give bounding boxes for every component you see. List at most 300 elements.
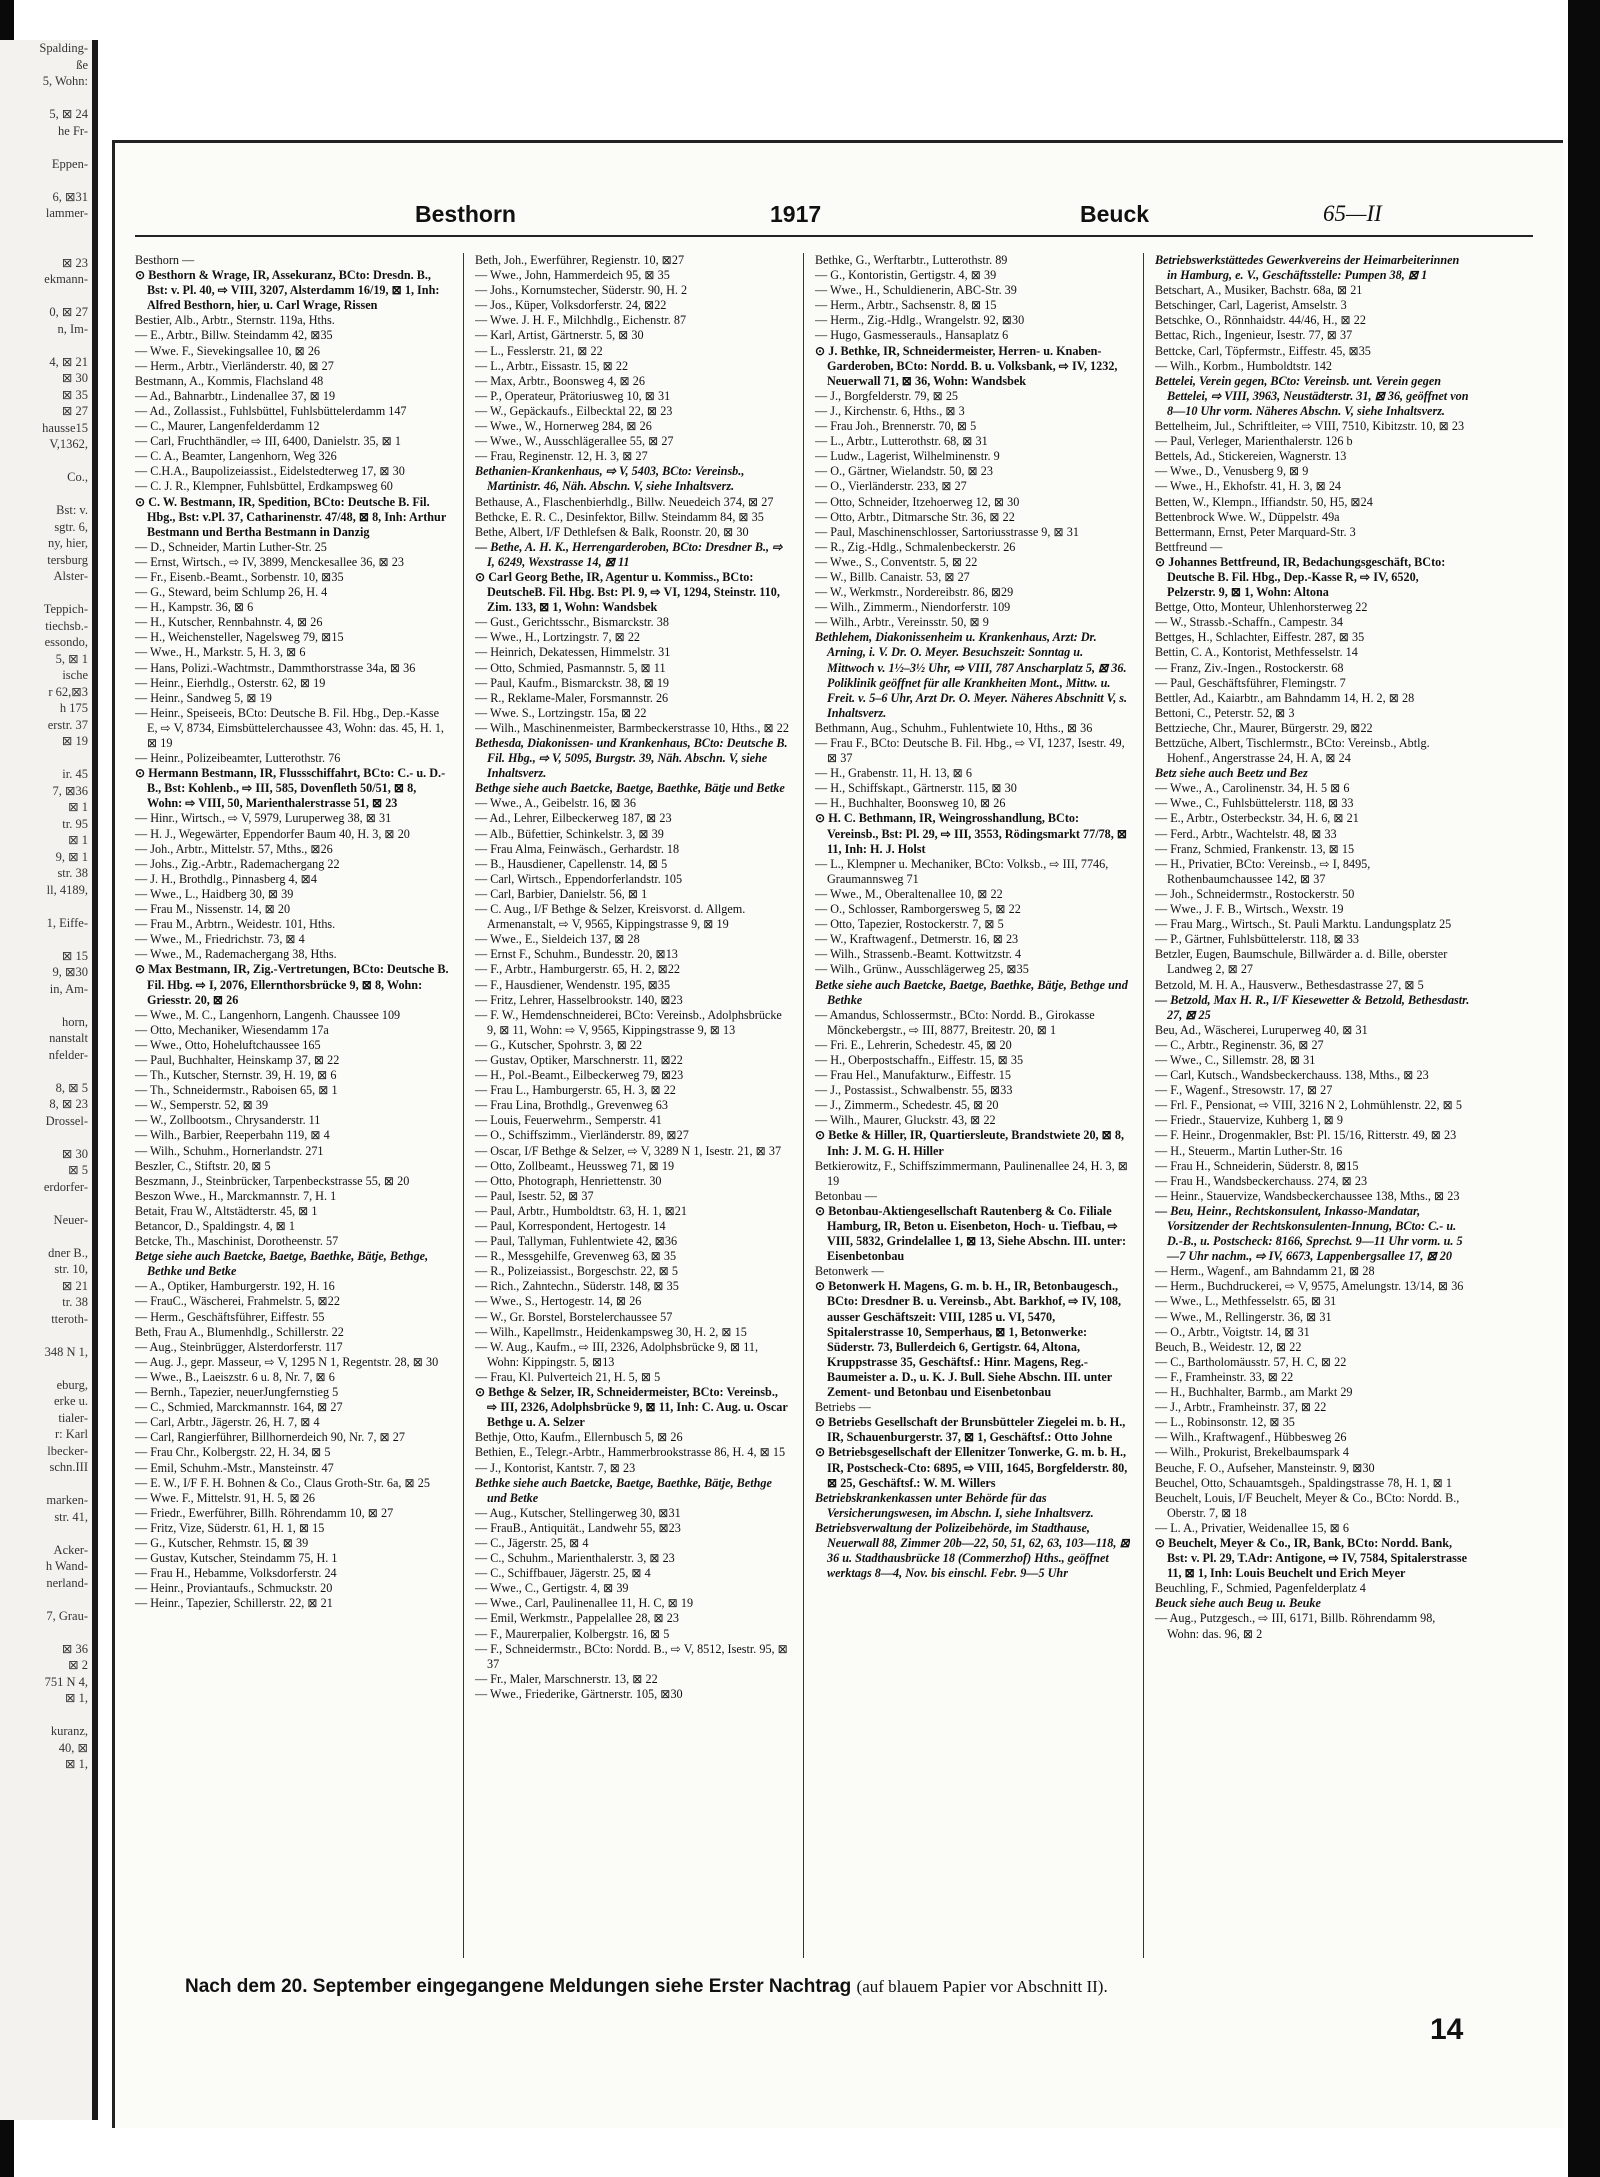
directory-entry: — C., Schuhm., Marienthalerstr. 3, ⊠ 23 bbox=[475, 1551, 675, 1566]
directory-entry: — B., Hausdiener, Capellenstr. 14, ⊠ 5 bbox=[475, 856, 668, 871]
directory-entry: — F., Arbtr., Hamburgerstr. 65, H. 2, ⊠22 bbox=[475, 962, 681, 977]
adjacent-page-fragment bbox=[0, 172, 92, 189]
adjacent-page-fragment: 9, ⊠30 bbox=[52, 965, 88, 979]
directory-entry: Bethanien-Krankenhaus, ⇨ V, 5403, BCto: Vereinsb., Martinistr. 46, Näh. Abschn. V, siehe Inhaltsverz. bbox=[475, 464, 745, 494]
directory-entry: — H., Buchhalter, Barmb., am Markt 29 bbox=[1155, 1385, 1353, 1400]
adjacent-page-fragment: hausse15 bbox=[42, 420, 88, 435]
footer-notice-text: Nach dem 20. September eingegangene Meldungen siehe Erster Nachtrag bbox=[185, 1976, 852, 1997]
adjacent-page-fragment bbox=[0, 453, 92, 470]
directory-entry: — Carl, Rangierführer, Billhornerdeich 90, Nr. 7, ⊠ 27 bbox=[135, 1430, 405, 1445]
directory-entry: — Ad., Zollassist., Fuhlsbüttel, Fuhlsbüttelerdamm 147 bbox=[135, 403, 407, 418]
adjacent-page-fragment bbox=[0, 222, 92, 239]
directory-entry: Betge siehe auch Baetcke, Baetge, Baethke, Bätje, Bethge, Bethke und Betke bbox=[135, 1249, 429, 1279]
adjacent-page-fragment: ir. 45 bbox=[62, 767, 88, 781]
directory-entry: Bethcke, E. R. C., Desinfektor, Billw. Steindamm 84, ⊠ 35 bbox=[475, 509, 764, 524]
directory-entry: — Johs., Kornumstecher, Süderstr. 90, H. 2 bbox=[475, 283, 688, 298]
directory-entry: Bethge siehe auch Baetcke, Baetge, Baethke, Bätje und Betke bbox=[475, 781, 785, 796]
directory-entry: — Frau L., Hamburgerstr. 65, H. 3, ⊠ 22 bbox=[475, 1083, 676, 1098]
directory-entry: — R., Reklame-Maler, Forsmannstr. 26 bbox=[475, 690, 669, 705]
adjacent-page-fragment: Teppich- bbox=[43, 602, 88, 616]
adjacent-page-fragment: kuranz, bbox=[50, 1724, 88, 1738]
directory-entry: — Frau, Reginenstr. 12, H. 3, ⊠ 27 bbox=[475, 449, 648, 464]
directory-entry: — J., Kirchenstr. 6, Hths., ⊠ 3 bbox=[815, 403, 965, 418]
adjacent-page-fragment: ⊠ 1 bbox=[68, 800, 88, 814]
adjacent-page-fragment: tiechsb.- bbox=[45, 618, 88, 633]
directory-entry: Betonbau — bbox=[815, 1188, 877, 1203]
directory-entry: — J., Zimmerm., Schedestr. 45, ⊠ 20 bbox=[815, 1098, 999, 1113]
directory-entry: — Heinr., Tapezier, Schillerstr. 22, ⊠ 21 bbox=[135, 1596, 333, 1611]
header-year: 1917 bbox=[770, 201, 822, 227]
directory-entry: — Bethe, A. H. K., Herrengarderoben, BCto: Dresdner B., ⇨ I, 6249, Wexstrasse 14, ⊠ 11 bbox=[475, 539, 783, 569]
column-2 bbox=[475, 253, 790, 1958]
directory-entry: — Beu, Heinr., Rechtskonsulent, Inkasso-Mandatar, Vorsitzender der Rechtskonsulenten-Innung, BCto: C.- u. D.-B., u. Postscheck: 8166, Sprechst. 9—11 Uhr vorm. u. 5—7 Uhr nachm., ⇨ IV, 6673, Lappenbergsallee 17, ⊠ 20 bbox=[1155, 1203, 1463, 1264]
adjacent-page-fragment: Eppen- bbox=[51, 156, 88, 171]
directory-entry: Betten, W., Klempn., Iffiandstr. 50, H5, ⊠24 bbox=[1155, 494, 1373, 509]
directory-entry: ⊙ Betriebs Gesellschaft der Brunsbütteler Ziegelei m. b. H., IR, Schauenburgerstr. 37, ⊠ 1, Geschäftsf.: Otto Johne bbox=[815, 1415, 1126, 1445]
directory-entry: — Wilh., Maurer, Gluckstr. 43, ⊠ 22 bbox=[815, 1113, 996, 1128]
directory-entry: Betke siehe auch Baetcke, Baetge, Baethke, Bätje, Bethge und Bethke bbox=[815, 977, 1128, 1007]
adjacent-page-fragment bbox=[0, 90, 92, 107]
directory-entry: Beszmann, J., Steinbrücker, Tarpenbeckstrasse 55, ⊠ 20 bbox=[135, 1173, 410, 1188]
directory-entry: — Wwe., C., Gertigstr. 4, ⊠ 39 bbox=[475, 1581, 629, 1596]
directory-entry: — Aug. J., gepr. Masseur, ⇨ V, 1295 N 1, Regentstr. 28, ⊠ 30 bbox=[135, 1354, 439, 1369]
adjacent-page-fragment bbox=[0, 238, 92, 255]
directory-entry: — Heinr., Sandweg 5, ⊠ 19 bbox=[135, 690, 272, 705]
scan-right-edge bbox=[1568, 0, 1600, 2177]
directory-entry: — Heinr., Polizeibeamter, Lutterothstr. 76 bbox=[135, 751, 341, 766]
directory-entry: — O., Gärtner, Wielandstr. 50, ⊠ 23 bbox=[815, 464, 993, 479]
column-divider bbox=[463, 253, 464, 1958]
directory-entry: — Bernh., Tapezier, neuerJungfernstieg 5 bbox=[135, 1385, 339, 1400]
directory-entry: — Gustav, Optiker, Marschnerstr. 11, ⊠22 bbox=[475, 1052, 683, 1067]
directory-entry: — Herm., Wagenf., am Bahndamm 21, ⊠ 28 bbox=[1155, 1264, 1375, 1279]
directory-entry: — Wwe., L., Methfesselstr. 65, ⊠ 31 bbox=[1155, 1294, 1337, 1309]
directory-entry: — Otto, Mechaniker, Wiesendamm 17a bbox=[135, 1022, 329, 1037]
adjacent-page-fragment: ⊠ 21 bbox=[61, 1278, 88, 1293]
directory-entry: Bettge, Otto, Monteur, Uhlenhorsterweg 22 bbox=[1155, 600, 1368, 615]
directory-entry: — O., Arbtr., Voigtstr. 14, ⊠ 31 bbox=[1155, 1324, 1310, 1339]
adjacent-page-fragment: dner B., bbox=[48, 1245, 88, 1260]
directory-entry: ⊙ Betonbau-Aktiengesellschaft Rautenberg & Co. Filiale Hamburg, IR, Beton u. Eisenbeton, Hoch- u. Tiefbau, ⇨ VIII, 5832, Grindelallee 1, ⊠ 13, Siehe Abschn. III. unter: Eisenbetonbau bbox=[815, 1203, 1127, 1264]
directory-entry: Bettelheim, Jul., Schriftleiter, ⇨ VIII, 7510, Kibitzstr. 10, ⊠ 23 bbox=[1155, 419, 1465, 434]
directory-entry: — R., Polizeiassist., Borgeschstr. 22, ⊠ 5 bbox=[475, 1264, 678, 1279]
adjacent-page-fragment: 751 N 4, bbox=[44, 1674, 88, 1689]
adjacent-page-fragment: lbecker- bbox=[47, 1443, 88, 1458]
adjacent-page-fragment bbox=[0, 1360, 92, 1377]
directory-entry: Bettermann, Ernst, Peter Marquard-Str. 3 bbox=[1155, 524, 1356, 539]
directory-entry: — Gust., Gerichtsschr., Bismarckstr. 38 bbox=[475, 615, 669, 630]
footer-notice-note: (auf blauem Papier vor Abschnitt II). bbox=[856, 1977, 1108, 1996]
directory-entry: — Amandus, Schlossermstr., BCto: Nordd. B., Girokasse Mönckebergstr., ⇨ III, 8877, Breitestr. 20, ⊠ 1 bbox=[815, 1007, 1095, 1037]
directory-entry: — Paul, Tallyman, Fuhlentwiete 42, ⊠36 bbox=[475, 1234, 678, 1249]
directory-entry: Bettin, C. A., Kontorist, Methfesselstr. 14 bbox=[1155, 645, 1358, 660]
directory-entry: — G., Kontoristin, Gertigstr. 4, ⊠ 39 bbox=[815, 268, 997, 283]
directory-entry: — Emil, Werkmstr., Pappelallee 28, ⊠ 23 bbox=[475, 1611, 679, 1626]
directory-entry: — Paul, Maschinenschlosser, Sartoriusstrasse 9, ⊠ 31 bbox=[815, 524, 1079, 539]
directory-entry: — C., Jägerstr. 25, ⊠ 4 bbox=[475, 1535, 589, 1550]
directory-entry: — H., Kampstr. 36, ⊠ 6 bbox=[135, 600, 254, 615]
adjacent-page-fragment: ⊠ 15 bbox=[61, 948, 88, 963]
directory-entry: — L. A., Privatier, Weidenallee 15, ⊠ 6 bbox=[1155, 1520, 1349, 1535]
directory-entry: — Wilh., Kraftwagenf., Hübbesweg 26 bbox=[1155, 1430, 1347, 1445]
directory-entry: — Wwe., C., Sillemstr. 28, ⊠ 31 bbox=[1155, 1052, 1316, 1067]
adjacent-page-fragment: h Wand- bbox=[45, 1559, 88, 1573]
directory-entry: — C., Maurer, Langenfelderdamm 12 bbox=[135, 419, 320, 434]
directory-entry: — Frau Alma, Feinwäsch., Gerhardstr. 18 bbox=[475, 841, 680, 856]
adjacent-page-fragment: str. 38 bbox=[57, 866, 88, 880]
directory-entry: ⊙ Carl Georg Bethe, IR, Agentur u. Kommiss., BCto: DeutscheB. Fil. Hbg. Bst: Pl. 9, ⇨ VI, 1294, Steinstr. 110, Zim. 133, ⊠ 1, Wohn: Wandsbek bbox=[475, 569, 780, 615]
adjacent-page-fragment: marken- bbox=[46, 1493, 88, 1507]
directory-entry: — Wwe., John, Hammerdeich 95, ⊠ 35 bbox=[475, 268, 670, 283]
directory-entry: Bettges, H., Schlachter, Eiffestr. 287, ⊠ 35 bbox=[1155, 630, 1365, 645]
directory-entry: — Otto, Zollbeamt., Heussweg 71, ⊠ 19 bbox=[475, 1158, 675, 1173]
directory-entry: — Heinr., Speiseeis, BCto: Deutsche B. Fil. Hbg., Dep.-Kasse E, ⇨ V, 8734, Eimsbüttelerchaussee 43, Wohn: das. 45, H. 1, ⊠ 19 bbox=[135, 705, 444, 750]
directory-entry: Bethe, Albert, I/F Dethlefsen & Balk, Roonstr. 20, ⊠ 30 bbox=[475, 524, 749, 539]
adjacent-page-fragment bbox=[0, 1195, 92, 1212]
directory-entry: — Carl, Barbier, Danielstr. 56, ⊠ 1 bbox=[475, 886, 648, 901]
directory-entry: — Ernst, Wirtsch., ⇨ IV, 3899, Menckesallee 36, ⊠ 23 bbox=[135, 554, 404, 569]
directory-entry: — W., Werkmstr., Nordereibstr. 86, ⊠29 bbox=[815, 585, 1014, 600]
adjacent-page-fragment bbox=[0, 1707, 92, 1724]
adjacent-page-fragment bbox=[0, 1063, 92, 1080]
adjacent-page-fragment: ⊠ 1 bbox=[68, 833, 88, 847]
adjacent-page-fragment: r 62,⊠3 bbox=[48, 684, 88, 699]
directory-entry: — Otto, Arbtr., Ditmarsche Str. 36, ⊠ 22 bbox=[815, 509, 1015, 524]
adjacent-page-fragment bbox=[0, 1476, 92, 1493]
directory-entry: — C. A., Beamter, Langenhorn, Weg 326 bbox=[135, 449, 337, 464]
directory-entry: — Frau, Kl. Pulverteich 21, H. 5, ⊠ 5 bbox=[475, 1369, 661, 1384]
adjacent-page-fragment: in, Am- bbox=[49, 981, 88, 996]
directory-entry: — E., Arbtr., Billw. Steindamm 42, ⊠35 bbox=[135, 328, 333, 343]
adjacent-page-fragment bbox=[0, 931, 92, 948]
adjacent-page-fragment: erke u. bbox=[53, 1394, 88, 1408]
directory-entry: — Paul, Isestr. 52, ⊠ 37 bbox=[475, 1188, 594, 1203]
directory-entry: — J., Arbtr., Framheinstr. 37, ⊠ 22 bbox=[1155, 1400, 1327, 1415]
directory-entry: Bethause, A., Flaschenbierhdlg., Billw. Neuedeich 374, ⊠ 27 bbox=[475, 494, 774, 509]
directory-entry: — Wwe. F., Mittelstr. 91, H. 5, ⊠ 26 bbox=[135, 1490, 315, 1505]
directory-entry: — Frau H., Schneiderin, Süderstr. 8, ⊠15 bbox=[1155, 1158, 1359, 1173]
directory-entry: Beuchel, Otto, Schauamtsgeh., Spaldingstrasse 78, H. 1, ⊠ 1 bbox=[1155, 1475, 1452, 1490]
adjacent-page-fragment: 4, ⊠ 21 bbox=[49, 354, 88, 369]
directory-entry: — H., Buchhalter, Boonsweg 10, ⊠ 26 bbox=[815, 796, 1006, 811]
adjacent-page-fragment: ⊠ 30 bbox=[61, 1146, 88, 1161]
directory-entry: — W., Gepäckaufs., Eilbecktal 22, ⊠ 23 bbox=[475, 403, 673, 418]
adjacent-page-fragment: 1, Eiffe- bbox=[46, 915, 88, 930]
directory-entry: Bethje, Otto, Kaufm., Ellernbusch 5, ⊠ 26 bbox=[475, 1430, 683, 1445]
directory-entry: — W., Zollbootsm., Chrysanderstr. 11 bbox=[135, 1113, 321, 1128]
directory-entry: Betcke, Th., Maschinist, Dorotheenstr. 57 bbox=[135, 1234, 339, 1249]
directory-entry: — Herm., Zig.-Hdlg., Wrangelstr. 92, ⊠30 bbox=[815, 313, 1025, 328]
directory-entry: Betriebs — bbox=[815, 1400, 871, 1415]
adjacent-page-fragment: he Fr- bbox=[58, 123, 88, 138]
directory-entry: Beszon Wwe., H., Marckmannstr. 7, H. 1 bbox=[135, 1188, 337, 1203]
adjacent-page-fragment: str. 10, bbox=[54, 1262, 88, 1276]
adjacent-page-fragment: ⊠ 1, bbox=[65, 1691, 88, 1705]
directory-entry: — Wilh., Prokurist, Brekelbaumspark 4 bbox=[1155, 1445, 1349, 1460]
directory-entry: — Ludw., Lagerist, Wilhelminenstr. 9 bbox=[815, 449, 1000, 464]
directory-entry: — Fr., Maler, Marschnerstr. 13, ⊠ 22 bbox=[475, 1671, 658, 1686]
directory-entry: — H., Kutscher, Rennbahnstr. 4, ⊠ 26 bbox=[135, 615, 323, 630]
adjacent-page-fragment: r: Karl bbox=[55, 1427, 88, 1441]
directory-entry: — O., Schlosser, Ramborgersweg 5, ⊠ 22 bbox=[815, 902, 1021, 917]
directory-entry: — Wilh., Schuhm., Hornerlandstr. 271 bbox=[135, 1143, 324, 1158]
adjacent-page-fragment: ekmann- bbox=[44, 272, 88, 286]
directory-entry: Bettler, Ad., Kaiarbtr., am Bahndamm 14, H. 2, ⊠ 28 bbox=[1155, 690, 1415, 705]
adjacent-page-fragment bbox=[0, 1327, 92, 1344]
directory-entry: — Paul, Kaufm., Bismarckstr. 38, ⊠ 19 bbox=[475, 675, 670, 690]
adjacent-page-fragment: V,1362, bbox=[49, 437, 88, 451]
directory-entry: — W., Strassb.-Schaffn., Campestr. 34 bbox=[1155, 615, 1343, 630]
directory-entry: Betkierowitz, F., Schiffszimmermann, Paulinenallee 24, H. 3, ⊠ 19 bbox=[815, 1158, 1128, 1188]
directory-entry: Betait, Frau W., Altstädterstr. 45, ⊠ 1 bbox=[135, 1203, 318, 1218]
directory-entry: — Frau Hel., Manufakturw., Eiffestr. 15 bbox=[815, 1068, 1011, 1083]
adjacent-page-fragment bbox=[0, 1525, 92, 1542]
directory-entry: — Emil, Schuhm.-Mstr., Mansteinstr. 47 bbox=[135, 1460, 334, 1475]
header-last-entry: Beuck bbox=[1080, 201, 1150, 227]
adjacent-page-fragment: horn, bbox=[61, 1014, 88, 1029]
directory-entry: — Frau Marg., Wirtsch., St. Pauli Marktu. Landungsplatz 25 bbox=[1155, 917, 1452, 932]
directory-entry: — FrauC., Wäscherei, Frahmelstr. 5, ⊠22 bbox=[135, 1294, 340, 1309]
directory-entry: — Otto, Schmied, Pasmannstr. 5, ⊠ 11 bbox=[475, 660, 666, 675]
directory-entry: Bethmann, Aug., Schuhm., Fuhlentwiete 10, Hths., ⊠ 36 bbox=[815, 720, 1093, 735]
directory-entry: — Ferd., Arbtr., Wachtelstr. 48, ⊠ 33 bbox=[1155, 826, 1337, 841]
directory-entry: — Wwe., M. C., Langenhorn, Langenh. Chaussee 109 bbox=[135, 1007, 401, 1022]
adjacent-page-fragment: Bst: v. bbox=[56, 503, 88, 517]
directory-entry: ⊙ Betonwerk H. Magens, G. m. b. H., IR, Betonbaugesch., BCto: Dresdner B. u. Vereinsb., Abt. Barkhof, ⇨ IV, 108, ausser Geschäftszeit: VIII, 1285 u. VI, 5470, Spitalerstrasse 10, Semperhaus, ⊠ 1, Betonwerke: Süderstr. 73, Bullerdeich 6, Gertigstr. 64, Altona, Kruppstrasse 35, Geschäftsf.: Hinr. Magens, Reg.-Baumeister a. D., u. K. J. Bull. Siehe Abschn. III. unter Zement- und Betonbau und Eisenbetonbau bbox=[815, 1279, 1122, 1400]
directory-entry: — Heinr., Proviantaufs., Schmuckstr. 20 bbox=[135, 1581, 333, 1596]
directory-entry: — Carl, Arbtr., Jägerstr. 26, H. 7, ⊠ 4 bbox=[135, 1415, 320, 1430]
directory-entry: Bettac, Rich., Ingenieur, Isestr. 77, ⊠ 37 bbox=[1155, 328, 1353, 343]
directory-entry: — Otto, Tapezier, Rostockerstr. 7, ⊠ 5 bbox=[815, 917, 1004, 932]
directory-entry: — Wwe. F., Sievekingsallee 10, ⊠ 26 bbox=[135, 343, 321, 358]
adjacent-page-fragment bbox=[0, 750, 92, 767]
directory-entry: Beszler, C., Stiftstr. 20, ⊠ 5 bbox=[135, 1158, 271, 1173]
directory-entry: — L., Arbtr., Lutterothstr. 68, ⊠ 31 bbox=[815, 434, 988, 449]
directory-entry: Beuche, F. O., Aufseher, Mansteinstr. 9, ⊠30 bbox=[1155, 1460, 1375, 1475]
directory-entry: — Hugo, Gasmesserauls., Hansaplatz 6 bbox=[815, 328, 1009, 343]
directory-entry: — Carl, Wirtsch., Eppendorferlandstr. 105 bbox=[475, 871, 683, 886]
directory-entry: — Frau H., Hebamme, Volksdorferstr. 24 bbox=[135, 1566, 337, 1581]
adjacent-page-fragment: ⊠ 2 bbox=[68, 1658, 88, 1672]
adjacent-page-fragment: Co., bbox=[67, 470, 88, 484]
adjacent-page-fragment: h 175 bbox=[59, 701, 88, 715]
directory-entry: Bettzieche, Chr., Maurer, Bürgerstr. 29, ⊠22 bbox=[1155, 720, 1373, 735]
adjacent-page-fragment: 7, ⊠36 bbox=[52, 783, 88, 798]
directory-entry: — Wwe. S., Lortzingstr. 15a, ⊠ 22 bbox=[475, 705, 647, 720]
directory-entry: — Ernst F., Schuhm., Bundesstr. 20, ⊠13 bbox=[475, 947, 678, 962]
directory-entry: — Louis, Feuerwehrm., Semperstr. 41 bbox=[475, 1113, 662, 1128]
directory-entry: — Aug., Steinbrügger, Alsterdorferstr. 117 bbox=[135, 1339, 343, 1354]
adjacent-page-fragment: tteroth- bbox=[51, 1311, 88, 1326]
adjacent-page-fragment: 0, ⊠ 27 bbox=[49, 305, 88, 319]
directory-entry: Bethke, G., Werftarbtr., Lutterothstr. 89 bbox=[815, 253, 1008, 267]
directory-entry: Bettelei, Verein gegen, BCto: Vereinsb. unt. Verein gegen Bettelei, ⇨ VIII, 3963, Neustädterstr. 31, ⊠ 36, geöffnet von 8—10 Uhr vorm. Näheres Abschn. V, siehe Inhaltsverz. bbox=[1155, 373, 1469, 418]
adjacent-page-fragment bbox=[0, 1228, 92, 1245]
directory-entry: ⊙ C. W. Bestmann, IR, Spedition, BCto: Deutsche B. Fil. Hbg., Bst: v.Pl. 37, Catharinenstr. 47/48, ⊠ 8, Inh: Arthur Bestmann und Bertha Bestmann in Danzig bbox=[135, 494, 447, 539]
directory-entry: Bettels, Ad., Stickereien, Wagnerstr. 13 bbox=[1155, 449, 1347, 464]
adjacent-page-fragment: ⊠ 23 bbox=[61, 255, 88, 270]
directory-entry: — D., Schneider, Martin Luther-Str. 25 bbox=[135, 539, 327, 554]
directory-entry: — Heinr., Eierhdlg., Osterstr. 62, ⊠ 19 bbox=[135, 675, 326, 690]
directory-entry: Beu, Ad., Wäscherei, Luruperweg 40, ⊠ 31 bbox=[1155, 1022, 1368, 1037]
directory-entry: — H., Steuerm., Martin Luther-Str. 16 bbox=[1155, 1143, 1343, 1158]
adjacent-page-fragment bbox=[0, 898, 92, 915]
header-first-entry: Besthorn bbox=[415, 201, 516, 227]
directory-entry: — C. Aug., I/F Bethge & Selzer, Kreisvorst. d. Allgem. Armenanstalt, ⇨ V, 9565, Kippingstrasse 9, ⊠ 19 bbox=[475, 902, 746, 932]
directory-entry: — H., Pol.-Beamt., Eilbeckerweg 79, ⊠23 bbox=[475, 1068, 684, 1083]
directory-entry: — Hans, Polizi.-Wachtmstr., Dammthorstrasse 34a, ⊠ 36 bbox=[135, 660, 416, 675]
directory-entry: — G., Kutscher, Rehmstr. 15, ⊠ 39 bbox=[135, 1535, 309, 1550]
directory-entry: Bettfreund — bbox=[1155, 539, 1223, 554]
directory-entry: Bethien, E., Telegr.-Arbtr., Hammerbrookstrasse 86, H. 4, ⊠ 15 bbox=[475, 1445, 786, 1460]
directory-entry: — Frau Joh., Brennerstr. 70, ⊠ 5 bbox=[815, 419, 977, 434]
directory-entry: — F., Maurerpalier, Kolbergstr. 16, ⊠ 5 bbox=[475, 1626, 670, 1641]
directory-entry: — F. W., Hemdenschneiderei, BCto: Vereinsb., Adolphsbrücke 9, ⊠ 11, Wohn: ⇨ V, 9565, Kippingstrasse 9, ⊠ 13 bbox=[475, 1007, 782, 1037]
directory-entry: Beuch, B., Weidestr. 12, ⊠ 22 bbox=[1155, 1339, 1302, 1354]
adjacent-page-fragment: ll, 4189, bbox=[46, 882, 88, 897]
directory-entry: ⊙ Max Bestmann, IR, Zig.-Vertretungen, BCto: Deutsche B. Fil. Hbg. ⇨ I, 2076, Ellernthorsbrücke 9, ⊠ 8, Wohn: Griesstr. 20, ⊠ 26 bbox=[135, 962, 449, 1007]
directory-entry: — C., Schmied, Marckmannstr. 164, ⊠ 27 bbox=[135, 1400, 343, 1415]
directory-entry: — F., Wagenf., Stresowstr. 17, ⊠ 27 bbox=[1155, 1083, 1333, 1098]
directory-entry: — E., Arbtr., Osterbeckstr. 34, H. 6, ⊠ 21 bbox=[1155, 811, 1359, 826]
directory-entry: — Wilh., Arbtr., Vereinsstr. 50, ⊠ 9 bbox=[815, 615, 989, 630]
adjacent-page-fragment: sgtr. 6, bbox=[54, 519, 88, 534]
directory-entry: — P., Gärtner, Fuhlsbüttelerstr. 118, ⊠ 33 bbox=[1155, 932, 1359, 947]
directory-entry: ⊙ Johannes Bettfreund, IR, Bedachungsgeschäft, BCto: Deutsche B. Fil. Hbg., Dep.-Kasse R, ⇨ IV, 6520, Pelzerstr. 9, ⊠ 1, Wohn: Altona bbox=[1155, 554, 1446, 600]
directory-entry: — Wwe., M., Friedrichstr. 73, ⊠ 4 bbox=[135, 932, 305, 947]
directory-entry: — F. Heinr., Drogenmakler, Bst: Pl. 15/16, Ritterstr. 49, ⊠ 23 bbox=[1155, 1128, 1457, 1143]
directory-entry: — W., Gr. Borstel, Borstelerchaussee 57 bbox=[475, 1309, 673, 1324]
directory-entry: Beth, Joh., Ewerführer, Regienstr. 10, ⊠27 bbox=[475, 253, 685, 267]
directory-entry: ⊙ H. C. Bethmann, IR, Weingrosshandlung, BCto: Vereinsb., Bst: Pl. 29, ⇨ III, 3553, Rödingsmarkt 77/78, ⊠ 11, Inh: H. J. Holst bbox=[815, 811, 1128, 856]
directory-entry: — Frl. F., Pensionat, ⇨ VIII, 3216 N 2, Lohmühlenstr. 22, ⊠ 5 bbox=[1155, 1098, 1462, 1113]
directory-entry: — Wwe., S., Hertogestr. 14, ⊠ 26 bbox=[475, 1294, 642, 1309]
directory-entry: — O., Schiffszimm., Vierländerstr. 89, ⊠27 bbox=[475, 1128, 689, 1143]
directory-entry: — Wwe., H., Markstr. 5, H. 3, ⊠ 6 bbox=[135, 645, 306, 660]
adjacent-page-strip bbox=[0, 40, 98, 2120]
directory-entry: — Carl, Fruchthändler, ⇨ III, 6400, Danielstr. 35, ⊠ 1 bbox=[135, 434, 402, 449]
directory-entry: — Frau F., BCto: Deutsche B. Fil. Hbg., ⇨ VI, 1237, Isestr. 49, ⊠ 37 bbox=[815, 736, 1125, 766]
directory-entry: — L., Arbtr., Eissastr. 15, ⊠ 22 bbox=[475, 358, 629, 373]
directory-entry: — Wwe., Friederike, Gärtnerstr. 105, ⊠30 bbox=[475, 1686, 683, 1701]
directory-entry: — H., Weichensteller, Nagelsweg 79, ⊠15 bbox=[135, 630, 344, 645]
directory-entry: ⊙ Betriebsgesellschaft der Ellenitzer Tonwerke, G. m. b. H., IR, Postscheck-Cto: 6895, ⇨ VIII, 1645, Borgfelderstr. 80, ⊠ 25, Geschäftsf.: W. M. Willers bbox=[815, 1445, 1128, 1490]
directory-entry: — FrauB., Antiquität., Landwehr 55, ⊠23 bbox=[475, 1520, 681, 1535]
directory-entry: — Wwe., L., Haidberg 30, ⊠ 39 bbox=[135, 886, 294, 901]
directory-entry: — Heinrich, Dekatessen, Himmelstr. 31 bbox=[475, 645, 671, 660]
column-divider bbox=[1143, 253, 1144, 1958]
adjacent-page-fragment: ⊠ 1, bbox=[65, 1757, 88, 1771]
directory-entry: Beuchelt, Louis, I/F Beuchelt, Meyer & Co., BCto: Nordd. B., Oberstr. 7, ⊠ 18 bbox=[1155, 1490, 1460, 1520]
adjacent-page-fragment: Alster- bbox=[53, 569, 88, 583]
directory-entry: Bethesda, Diakonissen- und Krankenhaus, BCto: Deutsche B. Fil. Hbg., ⇨ V, 5095, Burgstr. 39, Näh. Abschn. V, siehe Inhaltsverz. bbox=[475, 736, 788, 781]
directory-entry: — Aug., Putzgesch., ⇨ III, 6171, Billb. Röhrendamm 98, Wohn: das. 96, ⊠ 2 bbox=[1155, 1611, 1436, 1641]
directory-entry: — Friedr., Ewerführer, Billh. Röhrendamm 10, ⊠ 27 bbox=[135, 1505, 394, 1520]
directory-entry: — Wwe., B., Laeiszstr. 6 u. 8, Nr. 7, ⊠ 6 bbox=[135, 1369, 335, 1384]
directory-entry: Bethlehem, Diakonissenheim u. Krankenhaus, Arzt: Dr. Arning, i. V. Dr. O. Meyer. Besuchszeit: Sonntag u. Mittwoch v. 1½–3½ Uhr, ⇨ VIII, 787 Anscharplatz 5, ⊠ 36. Poliklinik geöffnet für alle Krankheiten Mont., Mittw. u. Freit. v. 5–6 Uhr, Arzt Dr. O. Meyer. Näheres Abschnitt V, s. Inhaltsverz. bbox=[815, 630, 1128, 720]
directory-entry: — C., Bartholomäusstr. 57, H. C, ⊠ 22 bbox=[1155, 1354, 1347, 1369]
adjacent-page-fragment: ße bbox=[76, 57, 88, 72]
adjacent-page-fragment: 6, ⊠31 bbox=[52, 189, 88, 204]
directory-entry: ⊙ Bethge & Selzer, IR, Schneidermeister, BCto: Vereinsb., ⇨ III, 2326, Adolphsbrücke 9, ⊠ 11, Inh: C. Aug. u. Oscar Bethge u. A. Selzer bbox=[475, 1385, 788, 1430]
directory-entry: — Heinr., Stauervize, Wandsbeckerchaussee 138, Mths., ⊠ 23 bbox=[1155, 1188, 1460, 1203]
directory-entry: — Paul, Verleger, Marienthalerstr. 126 b bbox=[1155, 434, 1353, 449]
directory-entry: — Karl, Artist, Gärtnerstr. 5, ⊠ 30 bbox=[475, 328, 644, 343]
directory-entry: — Paul, Buchhalter, Heinskamp 37, ⊠ 22 bbox=[135, 1052, 340, 1067]
directory-entry: Bethke siehe auch Baetcke, Baetge, Baethke, Bätje, Bethge und Betke bbox=[475, 1475, 772, 1505]
adjacent-page-fragment: 5, ⊠ 24 bbox=[49, 107, 88, 121]
adjacent-page-fragment: Neuer- bbox=[53, 1212, 88, 1227]
directory-entry: — Franz, Ziv.-Ingen., Rostockerstr. 68 bbox=[1155, 660, 1344, 675]
adjacent-page-fragment: erdorfer- bbox=[43, 1179, 88, 1194]
directory-entry: — Wwe., Carl, Paulinenallee 11, H. C, ⊠ 19 bbox=[475, 1596, 694, 1611]
directory-entry: — Frau M., Arbtrn., Weidestr. 101, Hths. bbox=[135, 917, 336, 932]
directory-entry: ⊙ Besthorn & Wrage, IR, Assekuranz, BCto: Dresdn. B., Bst: v. Pl. 40, ⇨ VIII, 3207, Alsterdamm 16/19, ⊠ 1, Inh: Alfred Besthorn, hier, u. Carl Wrage, Rissen bbox=[135, 268, 440, 313]
adjacent-page-fragment: ⊠ 35 bbox=[61, 387, 88, 402]
directory-entry: Bestier, Alb., Arbtr., Sternstr. 119a, Hths. bbox=[135, 313, 335, 328]
directory-entry: Betzler, Eugen, Baumschule, Billwärder a. d. Bille, oberster Landweg 2, ⊠ 27 bbox=[1155, 947, 1448, 977]
adjacent-page-fragment bbox=[0, 288, 92, 305]
directory-entry: Betz siehe auch Beetz und Bez bbox=[1155, 766, 1308, 781]
directory-entry: Beuck siehe auch Beug u. Beuke bbox=[1155, 1596, 1321, 1611]
directory-entry: — L., Robinsonstr. 12, ⊠ 35 bbox=[1155, 1415, 1295, 1430]
adjacent-page-fragment: erstr. 37 bbox=[47, 717, 88, 732]
directory-entry: Beuchling, F., Schmied, Pagenfelderplatz 4 bbox=[1155, 1581, 1366, 1596]
adjacent-page-fragment: tr. 95 bbox=[62, 816, 88, 831]
directory-entry: — Frau Chr., Kolbergstr. 22, H. 34, ⊠ 5 bbox=[135, 1445, 331, 1460]
directory-entry: — Jos., Küper, Volksdorferstr. 24, ⊠22 bbox=[475, 298, 667, 313]
directory-entry: — C., Arbtr., Reginenstr. 36, ⊠ 27 bbox=[1155, 1037, 1324, 1052]
directory-entry: Betschke, O., Rönnhaidstr. 44/46, H., ⊠ 22 bbox=[1155, 313, 1366, 328]
adjacent-page-fragment: 9, ⊠ 1 bbox=[55, 849, 88, 864]
adjacent-page-fragment: 8, ⊠ 23 bbox=[49, 1097, 88, 1111]
directory-entry: — J., Kontorist, Kantstr. 7, ⊠ 23 bbox=[475, 1460, 636, 1475]
directory-entry: ⊙ Betke & Hiller, IR, Quartiersleute, Brandstwiete 20, ⊠ 8, Inh: J. M. G. H. Hiller bbox=[815, 1128, 1125, 1158]
adjacent-page-fragment: 348 N 1, bbox=[44, 1344, 88, 1359]
directory-entry: — R., Zig.-Hdlg., Schmalenbeckerstr. 26 bbox=[815, 539, 1016, 554]
directory-entry: — Wwe., W., Ausschlägerallee 55, ⊠ 27 bbox=[475, 434, 674, 449]
directory-entry: Bettenbrock Wwe. W., Düppelstr. 49a bbox=[1155, 509, 1340, 524]
directory-entry: — Wwe., S., Conventstr. 5, ⊠ 22 bbox=[815, 554, 978, 569]
directory-entry: — Frau H., Wandsbeckerchauss. 274, ⊠ 23 bbox=[1155, 1173, 1368, 1188]
directory-entry: — Otto, Schneider, Itzehoerweg 12, ⊠ 30 bbox=[815, 494, 1020, 509]
adjacent-page-fragment bbox=[0, 1129, 92, 1146]
directory-entry: — J. H., Brothdlg., Pinnasberg 4, ⊠4 bbox=[135, 871, 317, 886]
directory-entry: Bettoni, C., Peterstr. 52, ⊠ 3 bbox=[1155, 705, 1295, 720]
directory-entry: — Wwe., E., Sieldeich 137, ⊠ 28 bbox=[475, 932, 640, 947]
directory-entry: — Wilh., Zimmerm., Niendorferstr. 109 bbox=[815, 600, 1011, 615]
directory-entry: — Wwe., D., Venusberg 9, ⊠ 9 bbox=[1155, 464, 1309, 479]
directory-entry: — R., Messgehilfe, Grevenweg 63, ⊠ 35 bbox=[475, 1249, 677, 1264]
adjacent-page-fragment: ische bbox=[62, 668, 88, 682]
directory-entry: — Wilh., Maschinenmeister, Barmbeckerstrasse 10, Hths., ⊠ 22 bbox=[475, 720, 789, 735]
directory-entry: — Carl, Kutsch., Wandsbeckerchauss. 138, Mths., ⊠ 23 bbox=[1155, 1068, 1429, 1083]
directory-entry: — Alb., Büfettier, Schinkelstr. 3, ⊠ 39 bbox=[475, 826, 664, 841]
directory-entry: — F., Hausdiener, Wendenstr. 195, ⊠35 bbox=[475, 977, 671, 992]
directory-entry: — Max, Arbtr., Boonsweg 4, ⊠ 26 bbox=[475, 373, 645, 388]
directory-entry: — J., Postassist., Schwalbenstr. 55, ⊠33 bbox=[815, 1083, 1013, 1098]
directory-entry: — Ad., Lehrer, Eilbeckerweg 187, ⊠ 23 bbox=[475, 811, 672, 826]
adjacent-page-fragment: ⊠ 36 bbox=[61, 1641, 88, 1656]
directory-entry: — Wilh., Korbm., Humboldtstr. 142 bbox=[1155, 358, 1333, 373]
adjacent-page-fragment: tialer- bbox=[58, 1410, 88, 1425]
directory-entry: — F., Framheinstr. 33, ⊠ 22 bbox=[1155, 1369, 1294, 1384]
directory-entry: — W., Semperstr. 52, ⊠ 39 bbox=[135, 1098, 269, 1113]
directory-entry: — Rich., Zahntechn., Süderstr. 148, ⊠ 35 bbox=[475, 1279, 679, 1294]
directory-entry: — Th., Schneidermstr., Raboisen 65, ⊠ 1 bbox=[135, 1083, 338, 1098]
directory-page bbox=[112, 140, 1563, 2128]
directory-entry: — Wwe., H., Lortzingstr. 7, ⊠ 22 bbox=[475, 630, 641, 645]
